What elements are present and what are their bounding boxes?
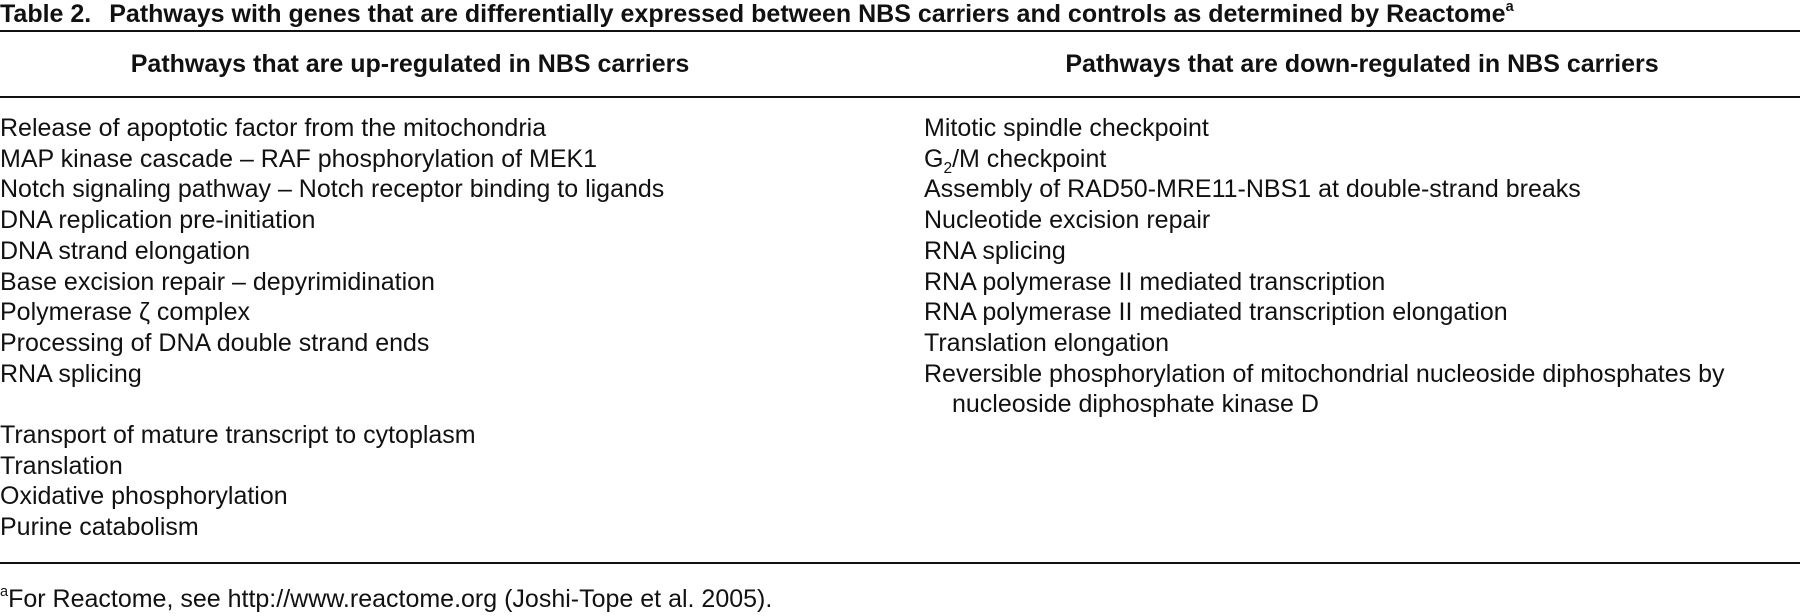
table-caption [0, 0, 1514, 28]
list-item: Nucleotide excision repair [924, 206, 1211, 235]
list-item: Transport of mature transcript to cytoplasm [0, 421, 476, 450]
list-item: MAP kinase cascade – RAF phosphorylation of MEK1 [0, 144, 598, 173]
list-item: Polymerase ζ complex [0, 298, 250, 327]
g2m-rest: /M checkpoint [952, 144, 1107, 173]
list-item: Assembly of RAD50-MRE11-NBS1 at double-strand breaks [924, 175, 1581, 204]
list-item: Translation [0, 451, 123, 480]
list-item: DNA strand elongation [0, 236, 251, 265]
list-item: Mitotic spindle checkpoint [924, 114, 1209, 142]
list-item: RNA splicing [0, 359, 142, 388]
column-header-down-regulated: Pathways that are down-regulated in NBS carriers [1065, 50, 1659, 78]
down-regulated-list [924, 113, 1800, 420]
list-item-g2m [924, 144, 1800, 175]
column-header-up-regulated: Pathways that are up-regulated in NBS carriers [130, 50, 690, 78]
g2m-subscript: 2 [943, 159, 953, 177]
footnote-marker: a [0, 584, 9, 601]
list-item: Notch signaling pathway – Notch receptor binding to ligands [0, 175, 665, 204]
list-item: Base excision repair – depyrimidination [0, 267, 435, 296]
table-label: Table 2. [0, 0, 92, 28]
list-item: Processing of DNA double strand ends [0, 328, 430, 357]
header-rule [0, 96, 1800, 98]
table-footnote [0, 584, 772, 614]
list-item: RNA polymerase II mediated transcription [924, 267, 1386, 296]
bottom-rule [0, 562, 1800, 564]
list-item: DNA replication pre-initiation [0, 206, 316, 235]
up-regulated-list [0, 113, 900, 543]
list-item: Release of apoptotic factor from the mitochondria [0, 114, 547, 142]
list-item: Oxidative phosphorylation [0, 482, 288, 511]
table-title: Pathways with genes that are differentially expressed between NBS carriers and controls as determined by Reactome [109, 0, 1506, 28]
footnote-marker: a [1505, 0, 1514, 16]
list-item: RNA polymerase II mediated transcription elongation [924, 298, 1508, 327]
footnote-text: For Reactome, see http://www.reactome.org (Joshi-Tope et al. 2005). [8, 585, 773, 613]
list-item: Translation elongation [924, 328, 1170, 357]
list-item: RNA splicing [924, 236, 1066, 265]
g2m-letter: G [924, 144, 944, 173]
list-item: Reversible phosphorylation of mitochondrial nucleoside diphosphates by nucleoside diphosphate kinase D [924, 359, 1725, 419]
top-rule [0, 30, 1800, 32]
list-item: Purine catabolism [0, 513, 199, 542]
